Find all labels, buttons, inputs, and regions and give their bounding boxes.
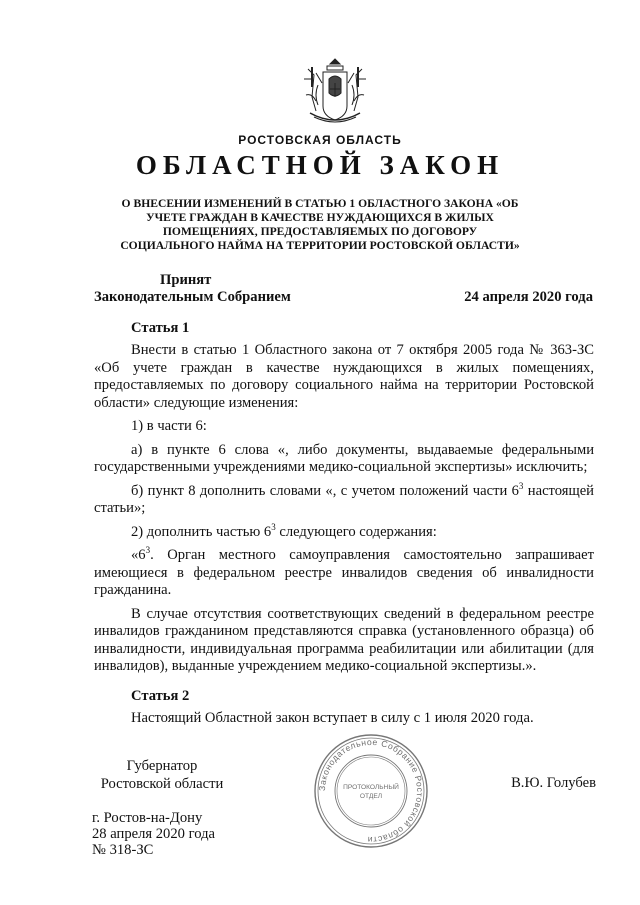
adoption-label: Принят bbox=[160, 272, 212, 288]
stamp-center-line-2: ОТДЕЛ bbox=[359, 793, 383, 800]
stamp-center-line-1: ПРОТОКОЛЬНЫЙ bbox=[343, 784, 399, 791]
region-name: РОСТОВСКАЯ ОБЛАСТЬ bbox=[238, 133, 402, 147]
article-1-quote-1: «$6^3$. Орган местного самоуправления самостоятельно запрашивает имеющиеся в федеральном реестре инвалидов сведения об инвалидности гражданина. bbox=[94, 545, 594, 598]
article-1-body bbox=[94, 342, 594, 682]
official-stamp bbox=[313, 733, 429, 849]
article-1-heading: Статья 1 bbox=[131, 320, 190, 336]
article-2-body bbox=[94, 710, 594, 734]
signatory-position-line-1: Губернатор bbox=[126, 758, 198, 774]
adoption-date: 24 апреля 2020 года bbox=[464, 289, 593, 305]
document-subtitle: О ВНЕСЕНИИ ИЗМЕНЕНИЙ В СТАТЬЮ 1 ОБЛАСТНОГО ЗАКОНА «ОБ УЧЕТЕ ГРАЖДАН В КАЧЕСТВЕ НУЖДАЮЩИХСЯ В ЖИЛЫХ ПОМЕЩЕНИЯХ, ПРЕДОСТАВЛЯЕМЫХ ПО ДОГОВОРУ СОЦИАЛЬНОГО НАЙМА НА ТЕРРИТОРИИ РОСТОВСКОЙ ОБЛАСТИ» bbox=[120, 197, 520, 252]
signatory-name: В.Ю. Голубев bbox=[511, 775, 596, 791]
article-1-quote-2: В случае отсутствия соответствующих сведений в федеральном реестре инвалидов гражданином представляются справка (установленного образца) об инвалидности, индивидуальная программа реабилитации или абилитации (для инвалидов), выданные учреждением медико-социальной экспертизы.». bbox=[94, 605, 594, 674]
article-1-item-2: 2) дополнить частью $6^3$ следующего содержания: bbox=[131, 521, 437, 540]
article-1-item-1: 1) в части 6: bbox=[131, 418, 207, 434]
place-and-date bbox=[92, 810, 215, 858]
signing-city: г. Ростов-на-Дону bbox=[92, 810, 203, 826]
article-1-intro: Внести в статью 1 Областного закона от 7 октября 2005 года № 363-ЗС «Об учете граждан в качестве нуждающихся в жилых помещениях, предоставляемых по договору социального найма на территории Ростовской области» следующие изменения: bbox=[94, 342, 594, 411]
signatory-position bbox=[92, 757, 232, 793]
coat-of-arms-emblem bbox=[296, 55, 374, 127]
adoption-body: Законодательным Собранием bbox=[94, 289, 291, 305]
signatory-position-line-2: Ростовской области bbox=[100, 776, 224, 792]
law-number: № 318-ЗС bbox=[92, 842, 154, 858]
article-1-item-1b: б) пункт 8 дополнить словами «, с учетом положений части $6^3$ настоящей статьи»; bbox=[94, 480, 594, 516]
signing-date: 28 апреля 2020 года bbox=[92, 826, 215, 842]
document-title: ОБЛАСТНОЙ ЗАКОН bbox=[135, 150, 505, 180]
article-2-text: Настоящий Областной закон вступает в силу с 1 июля 2020 года. bbox=[131, 710, 534, 726]
article-2-heading: Статья 2 bbox=[131, 688, 190, 704]
article-1-item-1a: а) в пункте 6 слова «, либо документы, выдаваемые федеральными государственными учреждениями медико-социальной экспертизы» исключить; bbox=[94, 441, 594, 475]
stamp-ring-text: Законодательное Собрание Ростовской области bbox=[316, 736, 426, 846]
